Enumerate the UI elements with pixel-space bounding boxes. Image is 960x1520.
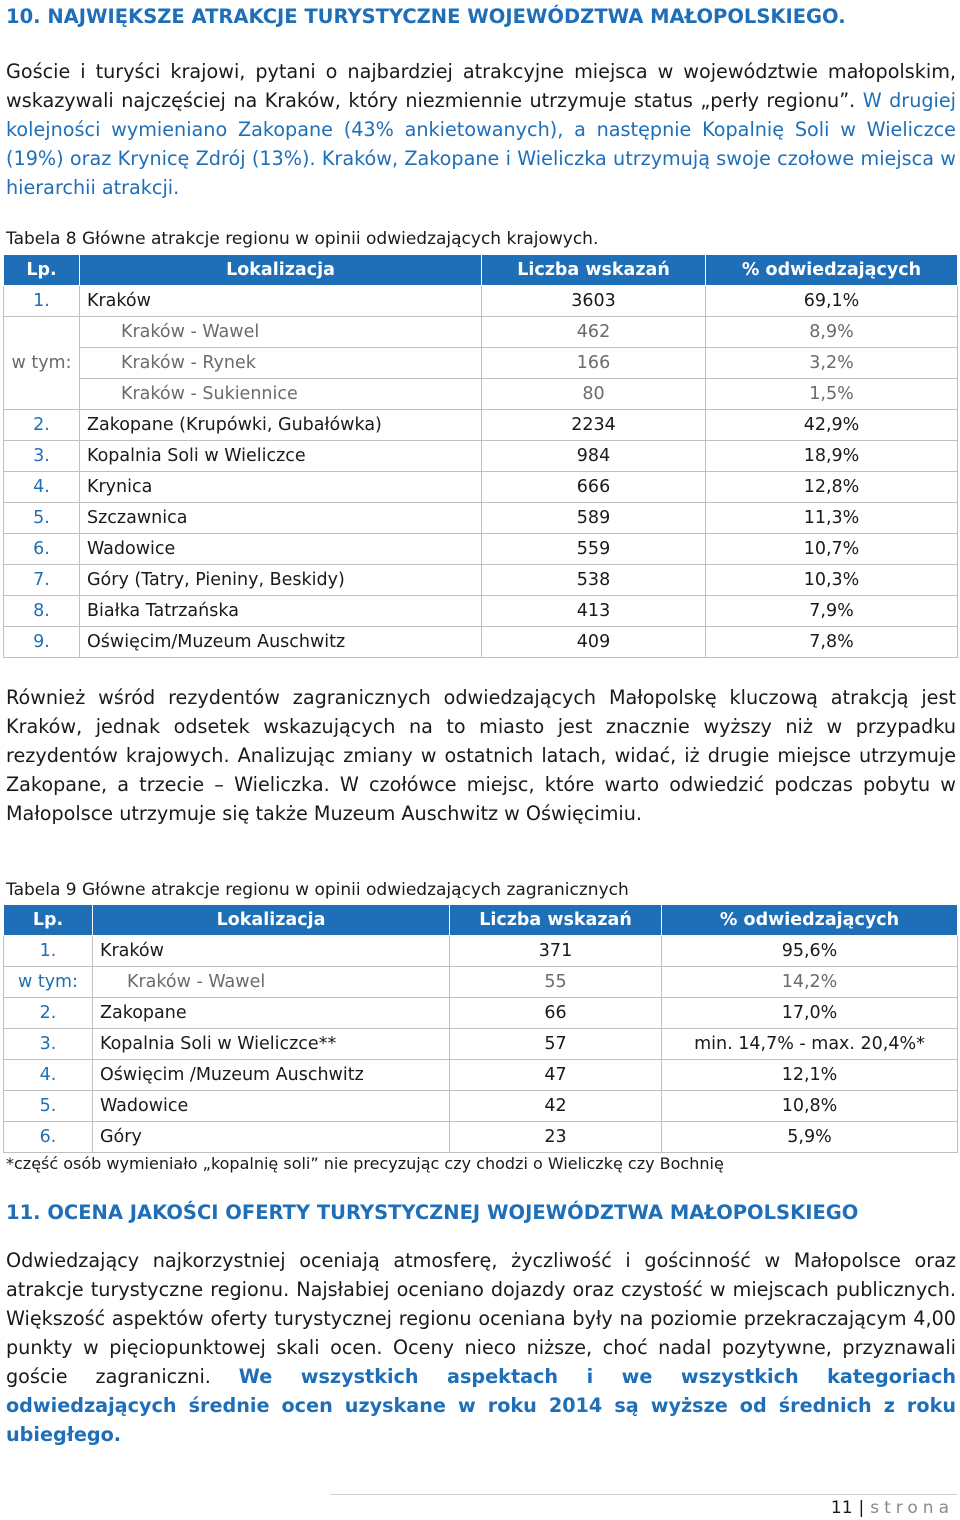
row-number: 1. <box>4 286 80 317</box>
row-number: 8. <box>4 596 80 627</box>
header-lp: Lp. <box>4 905 93 936</box>
row-percent: 10,3% <box>706 565 958 596</box>
header-location: Lokalizacja <box>80 255 482 286</box>
table-row <box>4 936 958 967</box>
table-subrow <box>4 379 958 410</box>
row-number: 9. <box>4 627 80 658</box>
row-percent: 18,9% <box>706 441 958 472</box>
table-row <box>4 503 958 534</box>
table-row <box>4 534 958 565</box>
subrow-percent: 3,2% <box>706 348 958 379</box>
row-location: Góry (Tatry, Pieniny, Beskidy) <box>80 565 482 596</box>
w-tym-label: w tym: <box>4 967 93 998</box>
row-location: Zakopane <box>93 998 450 1029</box>
row-percent: 5,9% <box>662 1122 958 1153</box>
row-location: Szczawnica <box>80 503 482 534</box>
row-count: 589 <box>482 503 706 534</box>
row-number: 4. <box>4 472 80 503</box>
table-row <box>4 410 958 441</box>
row-percent: 69,1% <box>706 286 958 317</box>
subrow-count: 55 <box>450 967 662 998</box>
row-location: Oświęcim /Muzeum Auschwitz <box>93 1060 450 1091</box>
page-footer <box>831 1498 954 1518</box>
row-location: Kraków <box>93 936 450 967</box>
row-percent: 17,0% <box>662 998 958 1029</box>
row-count: 984 <box>482 441 706 472</box>
row-number: 1. <box>4 936 93 967</box>
table-9 <box>3 904 958 1153</box>
section-11-paragraph <box>6 1246 956 1449</box>
row-count: 42 <box>450 1091 662 1122</box>
subrow-count: 166 <box>482 348 706 379</box>
paragraph-foreign-visitors: Również wśród rezydentów zagranicznych odwiedzających Małopolskę kluczową atrakcją jest Kraków, jednak odsetek wskazujących na to miasto jest znacznie wyższy niż w przypadku rezydentów krajowych. Analizując zmiany w ostatnich latach, widać, iż drugie miejsce utrzymuje Zakopane, a trzecie – Wieliczka. W czołówce miejsc, które warto odwiedzić podczas pobytu w Małopolsce utrzymuje się także Muzeum Auschwitz w Oświęcimiu. <box>6 686 956 825</box>
section-10-heading: 10. NAJWIĘKSZE ATRAKCJE TURYSTYCZNE WOJEWÓDZTWA MAŁOPOLSKIEGO. <box>6 5 846 28</box>
table-subrow <box>4 348 958 379</box>
row-percent: min. 14,7% - max. 20,4%* <box>662 1029 958 1060</box>
table-8-caption: Tabela 8 Główne atrakcje regionu w opinii odwiedzających krajowych. <box>6 229 599 249</box>
header-lp: Lp. <box>4 255 80 286</box>
subrow-percent: 1,5% <box>706 379 958 410</box>
row-location: Góry <box>93 1122 450 1153</box>
row-location: Kopalnia Soli w Wieliczce <box>80 441 482 472</box>
table-9-caption: Tabela 9 Główne atrakcje regionu w opinii odwiedzających zagranicznych <box>6 880 629 900</box>
table-row <box>4 998 958 1029</box>
header-percent: % odwiedzających <box>706 255 958 286</box>
row-number: 5. <box>4 1091 93 1122</box>
row-percent: 95,6% <box>662 936 958 967</box>
row-number: 6. <box>4 534 80 565</box>
table-row <box>4 1029 958 1060</box>
table-row <box>4 596 958 627</box>
table-8 <box>3 254 958 658</box>
section-11-paragraph-plain: Odwiedzający najkorzystniej oceniają atmosferę, życzliwość i gościnność w Małopolsce oraz atrakcje turystyczne regionu. Najsłabiej oceniano dojazdy oraz czystość w miejscach publicznych. Większość aspektów oferty turystycznej regionu oceniana były na poziomie przekraczającym 4,00 punkty w pięciopunktowej skali ocen. Oceny nieco niższe, choć nadal pozytywne, przyznawali goście zagraniczni. <box>6 1249 956 1388</box>
table-row <box>4 441 958 472</box>
subrow-count: 462 <box>482 317 706 348</box>
row-number: 5. <box>4 503 80 534</box>
table-row <box>4 1091 958 1122</box>
row-count: 3603 <box>482 286 706 317</box>
row-count: 559 <box>482 534 706 565</box>
subrow-location: Kraków - Sukiennice <box>80 379 482 410</box>
footer-divider <box>330 1494 957 1495</box>
section-11-paragraph-bold: We wszystkich aspektach i we wszystkich kategoriach odwiedzających średnie ocen uzyskane w roku 2014 są wyższe od średnich z roku ubiegłego. <box>6 1365 956 1446</box>
row-count: 409 <box>482 627 706 658</box>
section-10-paragraph-part-2: W drugiej kolejności wymieniano Zakopane (43% ankietowanych), a następnie Kopalnię Soli w Wieliczce (19%) oraz Krynicę Zdrój (13%). Kraków, Zakopane i Wieliczka utrzymują swoje czołowe miejsca w hierarchii atrakcji. <box>6 89 956 199</box>
row-number: 6. <box>4 1122 93 1153</box>
section-10-paragraph-part-1: Goście i turyści krajowi, pytani o najbardziej atrakcyjne miejsca w województwie małopolskim, wskazywali najczęściej na Kraków, który niezmiennie utrzymuje status „perły regionu”. <box>6 60 956 112</box>
table-row <box>4 286 958 317</box>
page-number: 11 <box>830 1498 853 1518</box>
subrow-location: Kraków - Wawel <box>80 317 482 348</box>
row-percent: 10,7% <box>706 534 958 565</box>
table-subrow <box>4 967 958 998</box>
row-count: 2234 <box>482 410 706 441</box>
row-location: Białka Tatrzańska <box>80 596 482 627</box>
row-count: 371 <box>450 936 662 967</box>
header-count: Liczba wskazań <box>482 255 706 286</box>
table-9-footnote: *część osób wymieniało „kopalnię soli” nie precyzując czy chodzi o Wieliczkę czy Bochnię <box>6 1154 724 1173</box>
row-number: 7. <box>4 565 80 596</box>
header-percent: % odwiedzających <box>662 905 958 936</box>
w-tym-label: w tym: <box>4 317 80 410</box>
row-count: 538 <box>482 565 706 596</box>
table-subrow <box>4 317 958 348</box>
subrow-location: Kraków - Rynek <box>80 348 482 379</box>
row-count: 57 <box>450 1029 662 1060</box>
table-row <box>4 1122 958 1153</box>
subrow-percent: 14,2% <box>662 967 958 998</box>
table-row <box>4 565 958 596</box>
row-location: Oświęcim/Muzeum Auschwitz <box>80 627 482 658</box>
row-location: Zakopane (Krupówki, Gubałówka) <box>80 410 482 441</box>
row-count: 47 <box>450 1060 662 1091</box>
row-location: Kraków <box>80 286 482 317</box>
row-number: 3. <box>4 1029 93 1060</box>
header-location: Lokalizacja <box>93 905 450 936</box>
footer-separator: | <box>858 1498 865 1518</box>
row-percent: 42,9% <box>706 410 958 441</box>
table-row <box>4 1060 958 1091</box>
row-percent: 10,8% <box>662 1091 958 1122</box>
row-count: 666 <box>482 472 706 503</box>
row-location: Wadowice <box>93 1091 450 1122</box>
row-number: 4. <box>4 1060 93 1091</box>
table-8-header-row <box>4 255 958 286</box>
footer-page-word: strona <box>870 1498 954 1518</box>
header-count: Liczba wskazań <box>450 905 662 936</box>
row-count: 66 <box>450 998 662 1029</box>
row-location: Kopalnia Soli w Wieliczce** <box>93 1029 450 1060</box>
row-location: Wadowice <box>80 534 482 565</box>
row-percent: 7,9% <box>706 596 958 627</box>
row-percent: 12,8% <box>706 472 958 503</box>
table-row <box>4 472 958 503</box>
section-11-heading: 11. OCENA JAKOŚCI OFERTY TURYSTYCZNEJ WOJEWÓDZTWA MAŁOPOLSKIEGO <box>6 1201 859 1224</box>
row-percent: 11,3% <box>706 503 958 534</box>
row-location: Krynica <box>80 472 482 503</box>
row-percent: 7,8% <box>706 627 958 658</box>
row-count: 413 <box>482 596 706 627</box>
row-percent: 12,1% <box>662 1060 958 1091</box>
table-row <box>4 627 958 658</box>
row-number: 3. <box>4 441 80 472</box>
subrow-location: Kraków - Wawel <box>93 967 450 998</box>
table-9-header-row <box>4 905 958 936</box>
row-count: 23 <box>450 1122 662 1153</box>
section-10-paragraph <box>6 57 956 202</box>
row-number: 2. <box>4 998 93 1029</box>
subrow-percent: 8,9% <box>706 317 958 348</box>
row-number: 2. <box>4 410 80 441</box>
subrow-count: 80 <box>482 379 706 410</box>
